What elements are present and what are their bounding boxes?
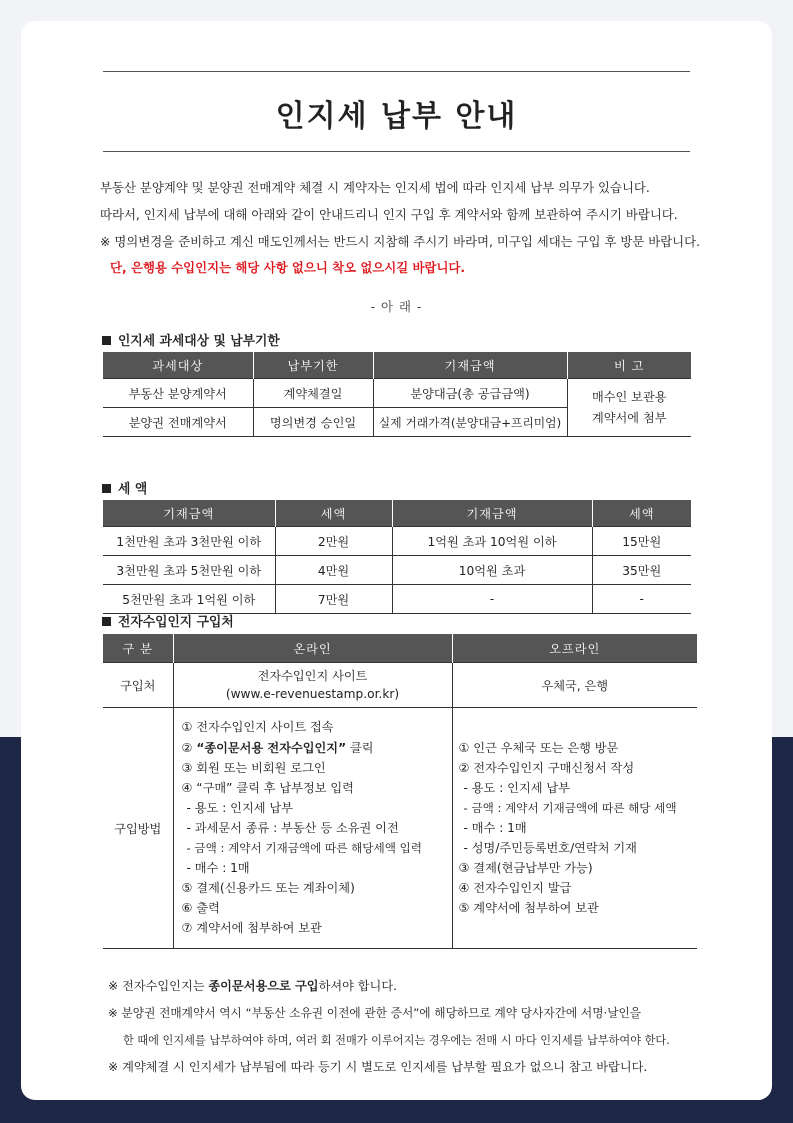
offline-steps: [452, 708, 697, 949]
table-cell: -: [592, 585, 691, 614]
intro-line: 따라서, 인지세 납부에 대해 아래와 같이 안내드리니 인지 구입 후 계약서와 함께 보관하여 주시기 바랍니다.: [100, 206, 678, 222]
intro-line: ※ 명의변경을 준비하고 계신 매도인께서는 반드시 지참해 주시기 바라며, 미구입 세대는 구입 후 방문 바랍니다.: [100, 233, 701, 249]
sub-step: - 금액 : 계약서 기재금액에 따른 해당 세액: [463, 800, 677, 815]
top-rule: [103, 71, 690, 72]
step: ① 전자수입인지 사이트 접속: [181, 720, 334, 735]
table-cell: 우체국, 은행: [452, 663, 697, 708]
table-cell: 구입처: [103, 663, 173, 708]
sub-step: - 매수 : 1매: [463, 820, 527, 835]
step: ② “종이문서용 전자수입인지” 클릭: [181, 740, 374, 755]
table-row: [103, 663, 697, 708]
note-line: 매수인 보관용: [591, 389, 667, 404]
step: ④ “구매” 클릭 후 납부정보 입력: [181, 780, 354, 795]
table-header: 비 고: [567, 352, 691, 379]
table-cell: 구입방법: [103, 708, 173, 949]
sub-step: - 과세문서 종류 : 부동산 등 소유권 이전: [186, 820, 399, 835]
footnote: 한 때에 인지세를 납부하여야 하며, 여러 회 전매가 이루어지는 경우에는 전매 시 마다 인지세를 납부하여야 한다.: [123, 1034, 670, 1047]
online-steps: [173, 708, 452, 949]
intro-warning: 단, 은행용 수입인지는 해당 사항 없으니 착오 없으시길 바랍니다.: [110, 260, 466, 276]
step: ④ 전자수입인지 발급: [458, 881, 572, 896]
table-cell: 분양권 전매계약서: [103, 408, 253, 437]
table-cell: 1억원 초과 10억원 이하: [392, 527, 592, 556]
table-cell: [173, 663, 452, 708]
table-cell: 계약체결일: [253, 379, 373, 408]
section-title-text: 전자수입인지 구입처: [118, 615, 234, 630]
online-site-name: 전자수입인지 사이트: [257, 669, 368, 683]
section-title-tax-target: [102, 330, 280, 349]
table-cell-note: [567, 379, 691, 437]
section-title-tax-amount: [102, 478, 147, 497]
table-cell: 명의변경 승인일: [253, 408, 373, 437]
intro-text: [100, 175, 701, 282]
bullet-square-icon: [102, 617, 111, 626]
table-header-row: [103, 634, 697, 663]
footnote: ※ 계약체결 시 인지세가 납부됨에 따라 등기 시 별도로 인지세를 납부할 필요가 없으니 참고 바랍니다.: [108, 1060, 648, 1074]
table-cell: -: [392, 585, 592, 614]
note-line: 계약서에 첨부: [591, 410, 667, 425]
document-sheet: [21, 21, 772, 1100]
table-header: 납부기한: [253, 352, 373, 379]
table-cell: 7만원: [275, 585, 392, 614]
table-cell: 4만원: [275, 556, 392, 585]
footnotes: [103, 973, 703, 1081]
separator-label: - 아 래 -: [370, 299, 423, 314]
sub-step: - 금액 : 계약서 기재금액에 따른 해당세액 입력: [186, 841, 422, 856]
section-title-purchase: [102, 611, 234, 630]
step: ③ 결제(현금납부만 가능): [458, 861, 593, 876]
table-header: 기재금액: [103, 500, 275, 527]
table-cell: 분양대금(총 공급금액): [373, 379, 567, 408]
table-header: 기재금액: [392, 500, 592, 527]
table-row: [103, 585, 691, 614]
sub-step: - 매수 : 1매: [186, 861, 250, 876]
sub-step: - 성명/주민등록번호/연락처 기재: [463, 841, 637, 856]
step: ⑤ 결제(신용카드 또는 계좌이체): [181, 881, 355, 896]
table-header-row: [103, 352, 691, 379]
table-header: 온라인: [173, 634, 452, 663]
title-rule: [103, 151, 690, 152]
purchase-table: [103, 634, 697, 949]
table-cell: 35만원: [592, 556, 691, 585]
online-site-url: (www.e-revenuestamp.or.kr): [225, 687, 400, 701]
table-header: 구 분: [103, 634, 173, 663]
table-cell: 2만원: [275, 527, 392, 556]
table-header-row: [103, 500, 691, 527]
table-header: 세액: [592, 500, 691, 527]
table-header: 세액: [275, 500, 392, 527]
table-row: [103, 556, 691, 585]
table-row: [103, 527, 691, 556]
sub-step: - 용도 : 인지세 납부: [463, 780, 570, 795]
table-cell: 실제 거래가격(분양대금+프리미엄): [373, 408, 567, 437]
table-cell: 3천만원 초과 5천만원 이하: [103, 556, 275, 585]
footnote: ※ 분양권 전매계약서 역시 “부동산 소유권 이전에 관한 증서”에 해당하므로 계약 당사자간에 서명·날인을: [108, 1006, 642, 1020]
table-cell: 1천만원 초과 3천만원 이하: [103, 527, 275, 556]
step: ⑥ 출력: [181, 901, 220, 916]
bullet-square-icon: [102, 336, 111, 345]
step: ③ 회원 또는 비회원 로그인: [181, 760, 326, 775]
table-header: 오프라인: [452, 634, 697, 663]
page-title: 인지세 납부 안내: [275, 99, 518, 134]
table-cell: 5천만원 초과 1억원 이하: [103, 585, 275, 614]
intro-line: 부동산 분양계약 및 분양권 전매계약 체결 시 계약자는 인지세 법에 따라 인지세 납부 의무가 있습니다.: [100, 180, 650, 195]
step: ⑦ 계약서에 첨부하여 보관: [181, 921, 322, 936]
bullet-square-icon: [102, 484, 111, 493]
section-title-text: 세 액: [118, 482, 148, 497]
tax-amount-table: [103, 500, 691, 614]
table-cell: 15만원: [592, 527, 691, 556]
step: ② 전자수입인지 구매신청서 작성: [458, 760, 635, 775]
table-cell: 부동산 분양계약서: [103, 379, 253, 408]
sub-step: - 용도 : 인지세 납부: [186, 800, 293, 815]
table-row: [103, 708, 697, 949]
table-cell: 10억원 초과: [392, 556, 592, 585]
tax-target-table: [103, 352, 691, 437]
step: ⑤ 계약서에 첨부하여 보관: [458, 901, 599, 916]
section-title-text: 인지세 과세대상 및 납부기한: [118, 334, 280, 349]
step: ① 인근 우체국 또는 은행 방문: [458, 740, 619, 755]
table-row: [103, 379, 691, 408]
footnote: ※ 전자수입인지는 종이문서용으로 구입하셔야 합니다.: [108, 979, 397, 993]
table-header: 과세대상: [103, 352, 253, 379]
table-header: 기재금액: [373, 352, 567, 379]
